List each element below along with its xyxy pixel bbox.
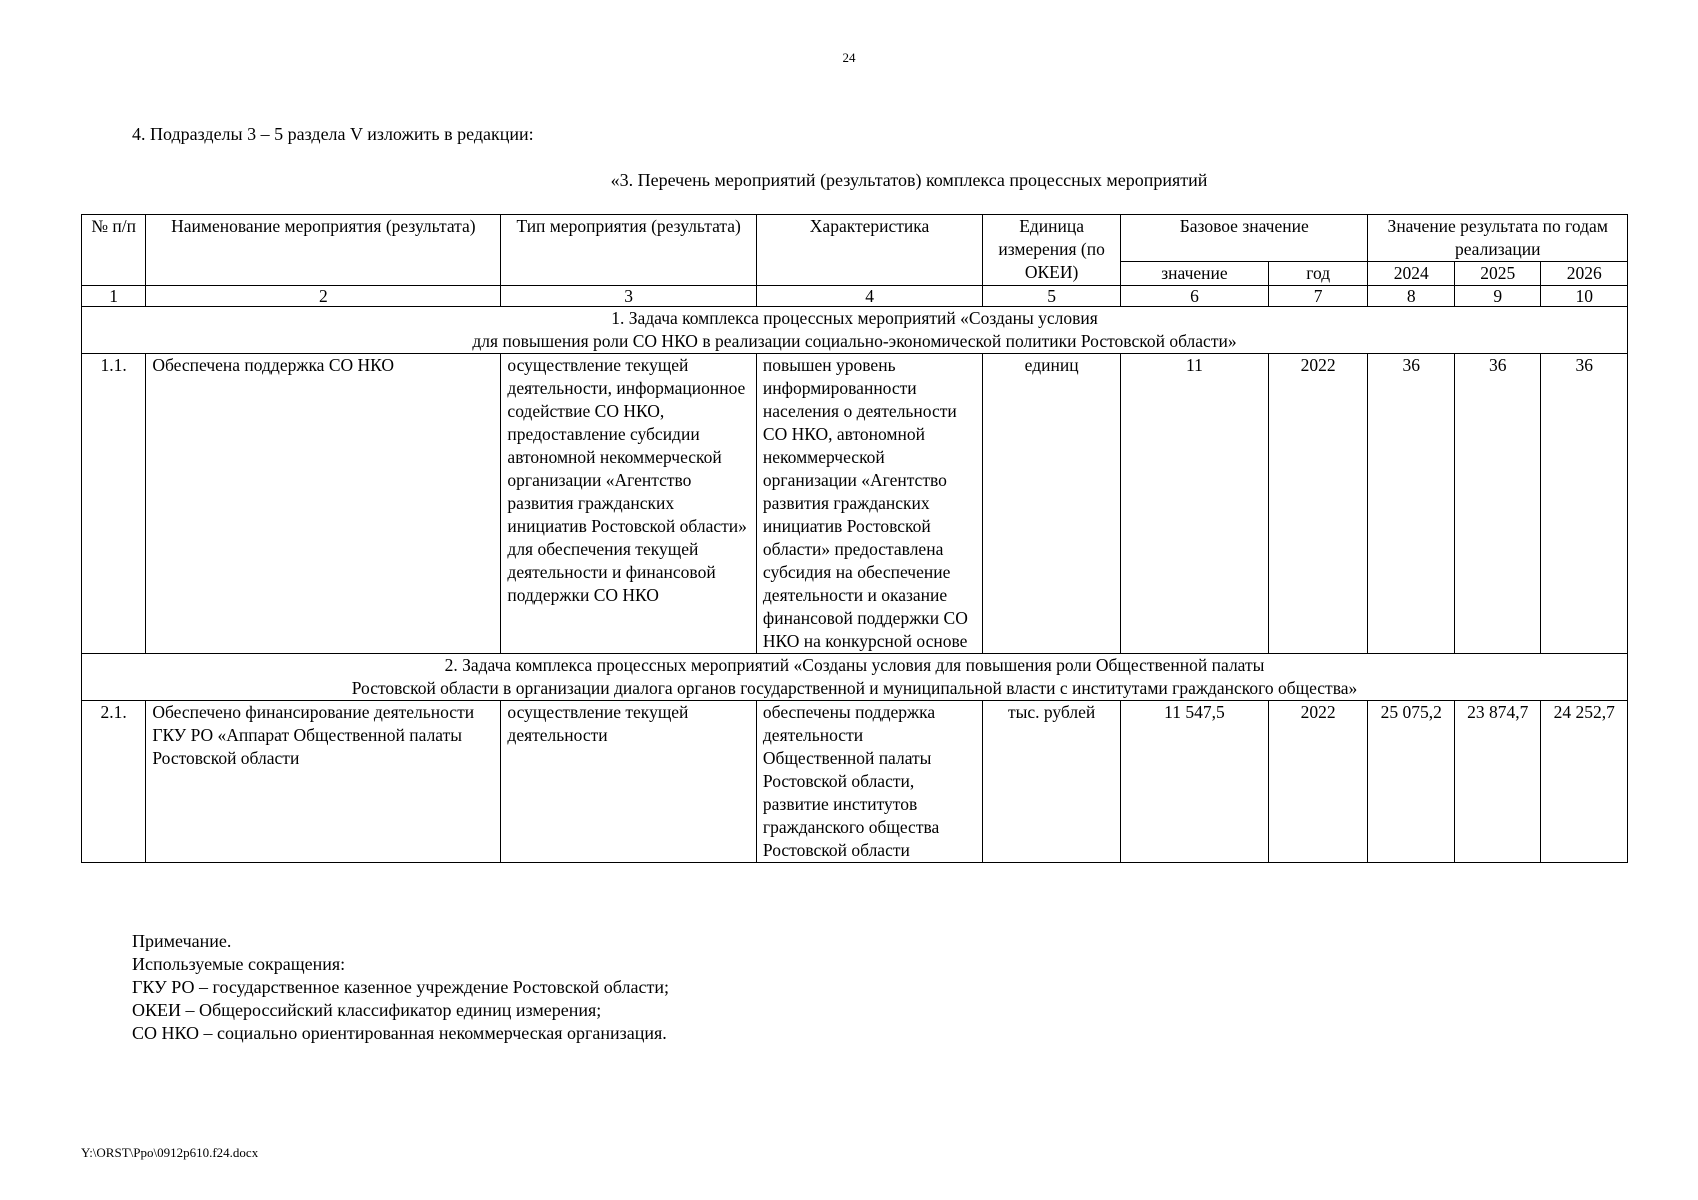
notes-abbreviations-label: Используемые сокращения: xyxy=(132,954,346,974)
file-path: Y:\ORST\Ppo\0912p610.f24.docx xyxy=(81,1145,259,1160)
header-result: Значение результата по годам реализации xyxy=(1368,215,1628,262)
row-2-num: 2.1. xyxy=(82,701,146,863)
task-1-heading xyxy=(82,307,1628,354)
column-number: 4 xyxy=(756,286,982,307)
page-number: 24 xyxy=(842,50,856,65)
task-2-row xyxy=(82,654,1628,701)
row-1-value-2024: 36 xyxy=(1368,354,1455,654)
row-2-characteristic: обеспечены поддержка деятельности Общественной палаты Ростовской области, развитие институтов гражданского общества Ростовской области xyxy=(756,701,982,863)
note-abbreviation: СО НКО – социально ориентированная некоммерческая организация. xyxy=(132,1023,667,1043)
column-number: 3 xyxy=(501,286,756,307)
column-number: 9 xyxy=(1454,286,1541,307)
column-numbers-row xyxy=(82,286,1628,307)
row-1-type: осуществление текущей деятельности, информационное содействие СО НКО, предоставление субсидии автономной некоммерческой организации «Агентство развития гражданских инициатив Ростовской области» для обеспечения текущей деятельности и финансовой поддержки СО НКО xyxy=(501,354,756,654)
row-2-type: осуществление текущей деятельности xyxy=(501,701,756,863)
task-2-heading xyxy=(82,654,1628,701)
header-unit: Единица измерения (по ОКЕИ) xyxy=(983,215,1121,286)
header-year-2026: 2026 xyxy=(1541,262,1628,286)
row-2-name: Обеспечено финансирование деятельности ГКУ РО «Аппарат Общественной палаты Ростовской области xyxy=(146,701,501,863)
header-year-2025: 2025 xyxy=(1454,262,1541,286)
header-num: № п/п xyxy=(82,215,146,286)
row-2-base-year: 2022 xyxy=(1268,701,1368,863)
header-type: Тип мероприятия (результата) xyxy=(501,215,756,286)
events-table xyxy=(81,214,1628,863)
row-1-unit: единиц xyxy=(983,354,1121,654)
header-base: Базовое значение xyxy=(1121,215,1368,262)
column-number: 7 xyxy=(1268,286,1368,307)
column-number: 5 xyxy=(983,286,1121,307)
task-1-line-2: для повышения роли СО НКО в реализации социально-экономической политики Ростовской области» xyxy=(472,331,1237,351)
row-2-value-2024: 25 075,2 xyxy=(1368,701,1455,863)
task-2-line-1: 2. Задача комплекса процессных мероприятий «Созданы условия для повышения роли Общественной палаты xyxy=(444,655,1265,675)
intro-text: 4. Подразделы 3 – 5 раздела V изложить в редакции: xyxy=(132,124,534,144)
header-base-value: значение xyxy=(1121,262,1269,286)
row-2-value-2026: 24 252,7 xyxy=(1541,701,1628,863)
table-title: «3. Перечень мероприятий (результатов) комплекса процессных мероприятий xyxy=(610,170,1208,190)
header-base-year: год xyxy=(1268,262,1368,286)
notes-block xyxy=(132,930,669,1045)
header-name: Наименование мероприятия (результата) xyxy=(146,215,501,286)
column-number: 6 xyxy=(1121,286,1269,307)
column-number: 1 xyxy=(82,286,146,307)
row-1-value-2026: 36 xyxy=(1541,354,1628,654)
row-1-characteristic: повышен уровень информированности населения о деятельности СО НКО, автономной некоммерческой организации «Агентство развития гражданских инициатив Ростовской области» предоставлена субсидия на обеспечение деятельности и оказание финансовой поддержки СО НКО на конкурсной основе xyxy=(756,354,982,654)
table-row xyxy=(82,701,1628,863)
row-1-base-year: 2022 xyxy=(1268,354,1368,654)
row-2-base-value: 11 547,5 xyxy=(1121,701,1269,863)
column-number: 8 xyxy=(1368,286,1455,307)
header-row xyxy=(82,215,1628,262)
table-row xyxy=(82,354,1628,654)
column-number: 2 xyxy=(146,286,501,307)
header-year-2024: 2024 xyxy=(1368,262,1455,286)
row-1-value-2025: 36 xyxy=(1454,354,1541,654)
row-1-num: 1.1. xyxy=(82,354,146,654)
task-2-line-2: Ростовской области в организации диалога органов государственной и муниципальной власти с институтами гражданского общества» xyxy=(351,678,1358,698)
row-1-name: Обеспечена поддержка СО НКО xyxy=(146,354,501,654)
header-characteristic: Характеристика xyxy=(756,215,982,286)
row-2-unit: тыс. рублей xyxy=(983,701,1121,863)
column-number: 10 xyxy=(1541,286,1628,307)
task-1-line-1: 1. Задача комплекса процессных мероприятий «Созданы условия xyxy=(611,308,1098,328)
row-1-base-value: 11 xyxy=(1121,354,1269,654)
note-abbreviation: ОКЕИ – Общероссийский классификатор единиц измерения; xyxy=(132,1000,602,1020)
notes-heading: Примечание. xyxy=(132,931,232,951)
note-abbreviation: ГКУ РО – государственное казенное учреждение Ростовской области; xyxy=(132,977,669,997)
task-1-row xyxy=(82,307,1628,354)
row-2-value-2025: 23 874,7 xyxy=(1454,701,1541,863)
